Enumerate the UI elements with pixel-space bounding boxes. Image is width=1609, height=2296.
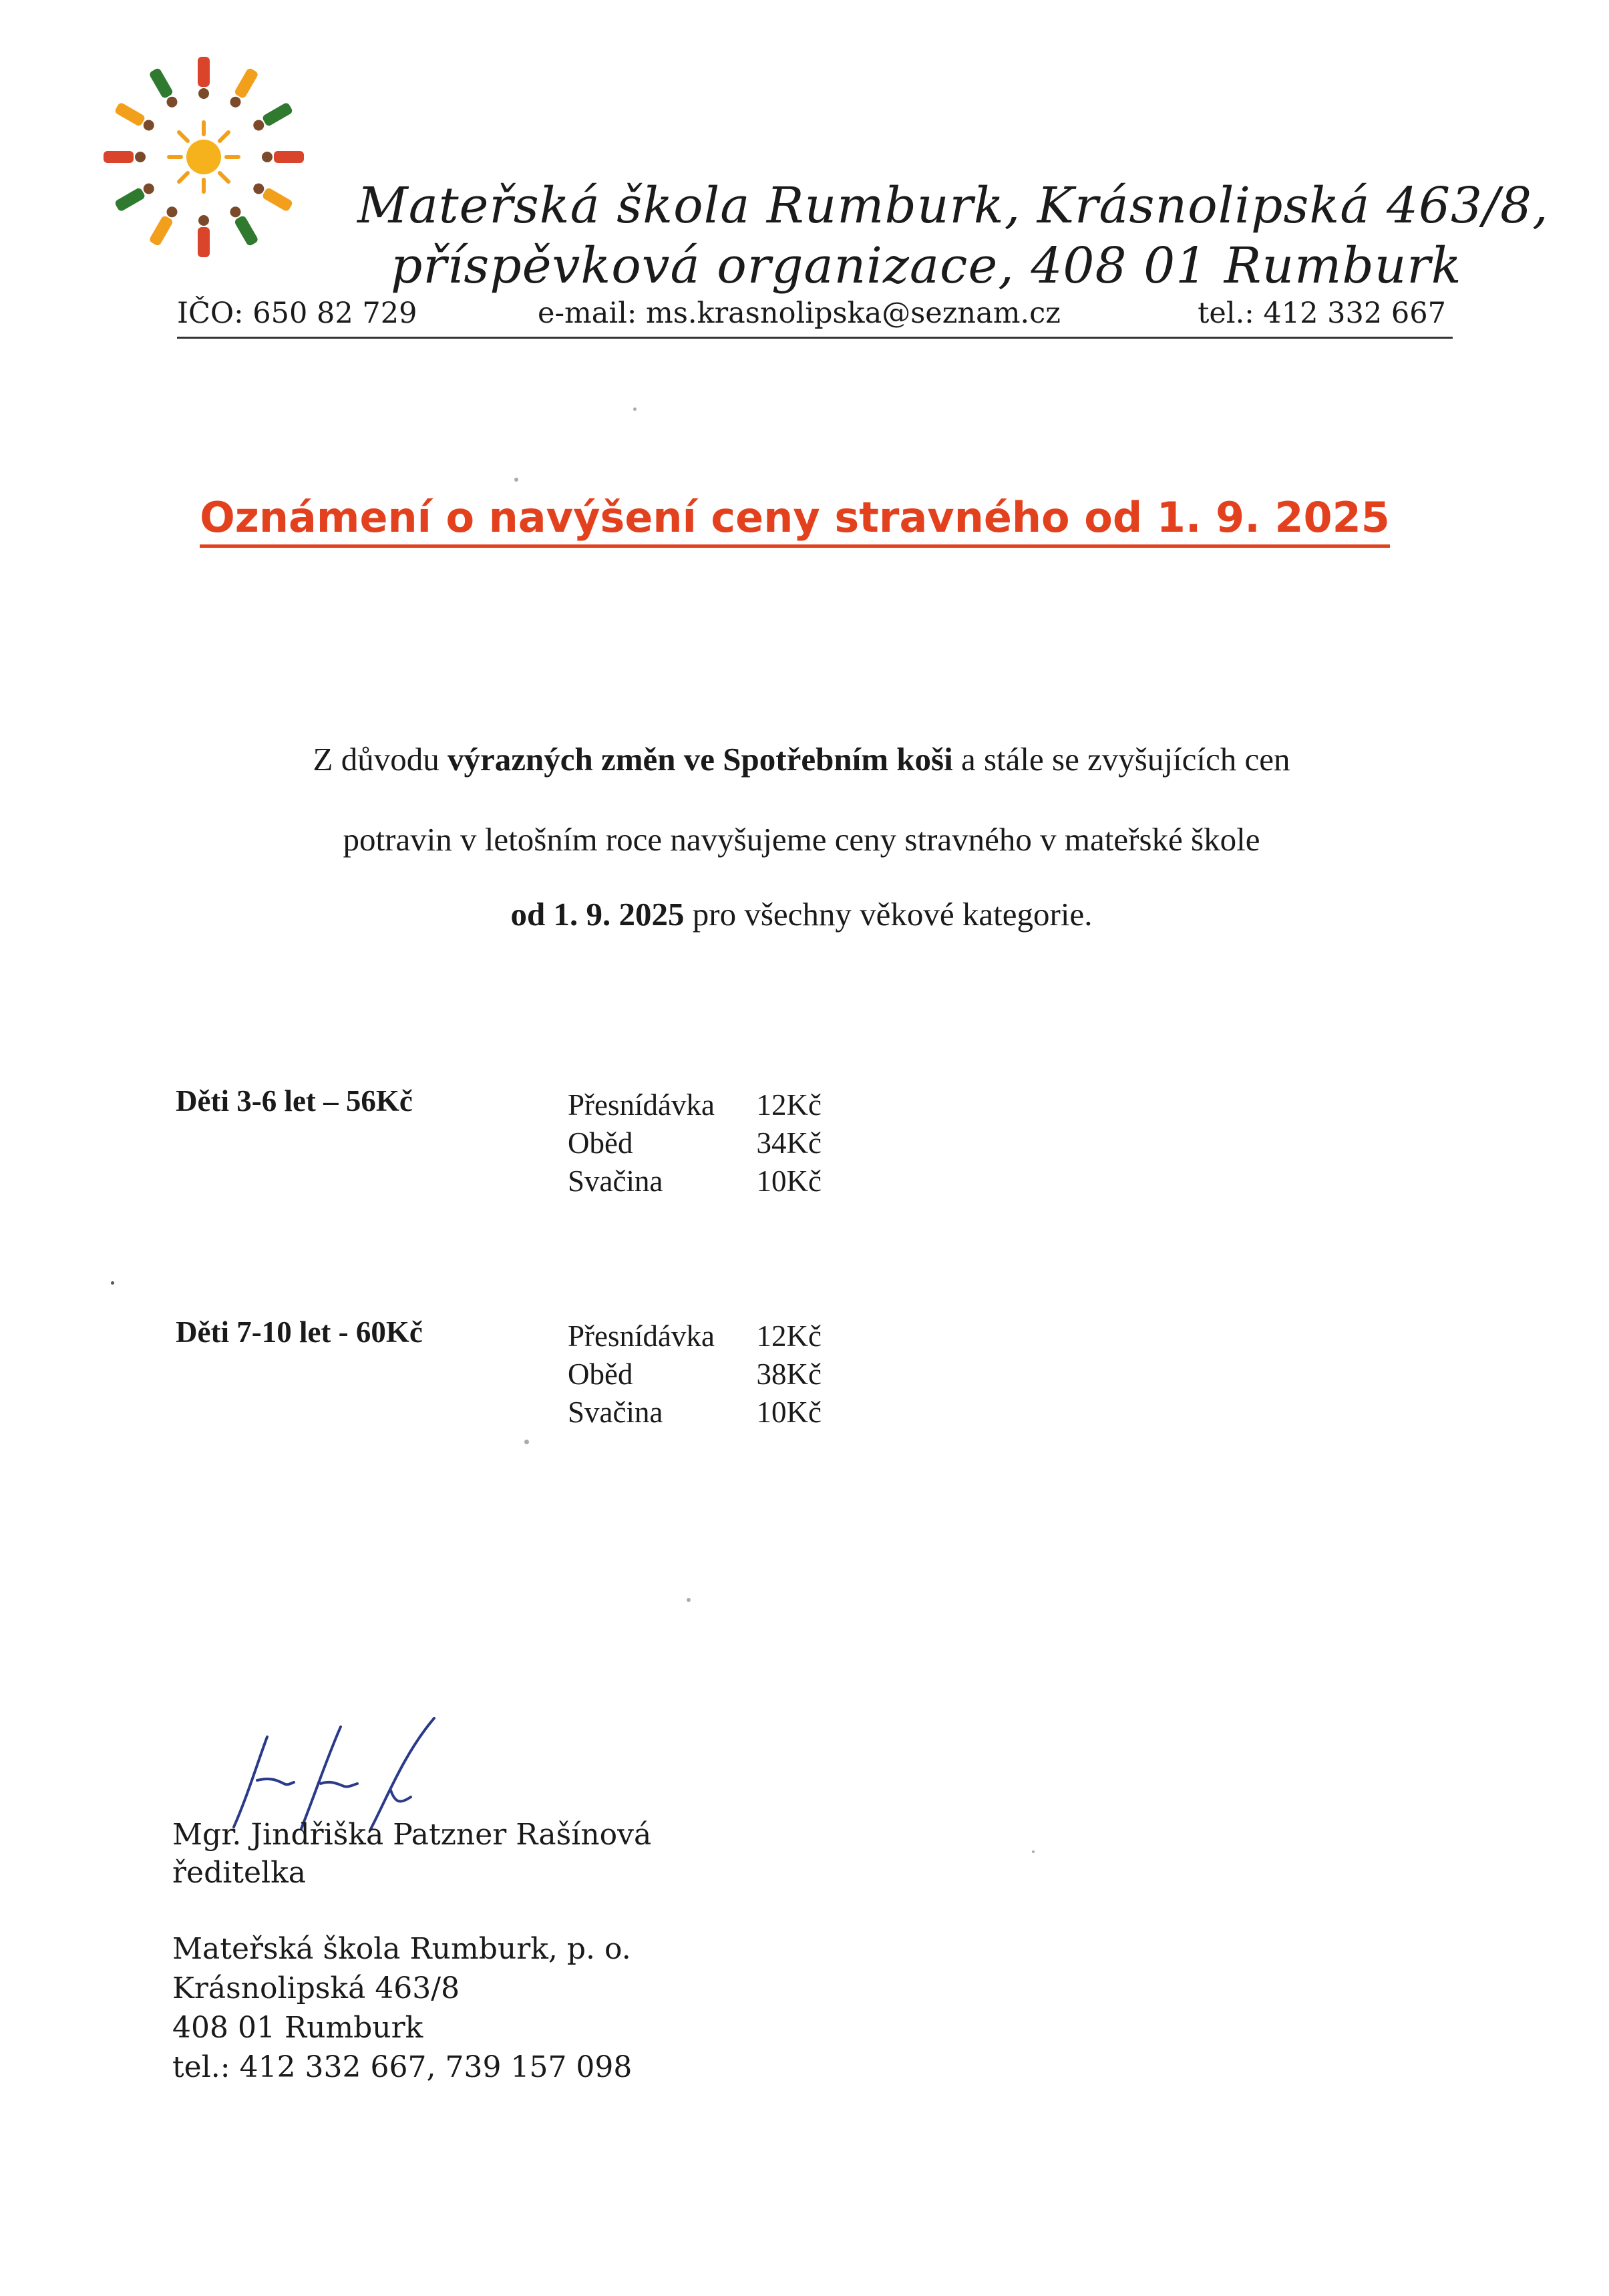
address-block: [172, 1929, 632, 2087]
emphasis-date: od 1. 9. 2025: [510, 896, 685, 933]
price-group-label: Děti 7-10 let - 60Kč: [176, 1315, 423, 1349]
address-line: Mateřská škola Rumburk, p. o.: [172, 1932, 631, 1966]
address-line: 408 01 Rumburk: [172, 2011, 423, 2045]
price-item: Svačina 10Kč: [568, 1396, 822, 1429]
scan-speck: [524, 1440, 529, 1444]
signatory-name: Mgr. Jindřiška Patzner Rašínová: [172, 1818, 652, 1852]
school-logo-icon: [94, 47, 314, 267]
scan-speck: [111, 1281, 114, 1285]
price-item: Oběd 38Kč: [568, 1357, 822, 1391]
handwritten-signature-icon: [220, 1717, 461, 1830]
price-item: Přesnídávka 12Kč: [568, 1088, 822, 1122]
scan-speck: [514, 478, 518, 482]
signatory-role: ředitelka: [172, 1856, 306, 1890]
title-text: Oznámení o navýšení ceny stravného od 1. 9. 2025: [200, 493, 1390, 548]
signatory-block: [172, 1816, 651, 1892]
price-list: [568, 1088, 822, 1202]
announcement-title: [177, 493, 1413, 542]
price-item: Svačina 10Kč: [568, 1164, 822, 1198]
body-paragraph-line1: Z důvodu výrazných změn ve Spotřebním koši a stále se zvyšujících cen: [313, 741, 1290, 778]
body-paragraph-line2: potravin v letošním roce navyšujeme ceny stravného v mateřské škole: [343, 821, 1260, 858]
school-name-line2: příspěvková organizace, 408 01 Rumburk: [391, 237, 1462, 295]
price-group-label: Děti 3-6 let – 56Kč: [176, 1084, 413, 1118]
ico-number: IČO: 650 82 729: [177, 297, 417, 330]
scan-speck: [1032, 1850, 1035, 1853]
contact-row: [177, 294, 1453, 339]
price-item: Oběd 34Kč: [568, 1126, 822, 1160]
school-name-line1: Mateřská škola Rumburk, Krásnolipská 463/8,: [357, 177, 1549, 234]
body-paragraph-line3: od 1. 9. 2025 pro všechny věkové kategorie.: [510, 896, 1093, 933]
phone-number: tel.: 412 332 667: [1198, 297, 1446, 330]
email-address: e-mail: ms.krasnolipska@seznam.cz: [538, 297, 1061, 330]
scan-speck: [633, 407, 637, 411]
price-item: Přesnídávka 12Kč: [568, 1319, 822, 1353]
emphasis-spotrebni-kos: výrazných změn ve Spotřebním koši: [447, 741, 953, 778]
scan-speck: [687, 1598, 691, 1602]
address-phone: tel.: 412 332 667, 739 157 098: [172, 2050, 633, 2084]
address-line: Krásnolipská 463/8: [172, 1971, 460, 2005]
price-list: [568, 1319, 822, 1433]
